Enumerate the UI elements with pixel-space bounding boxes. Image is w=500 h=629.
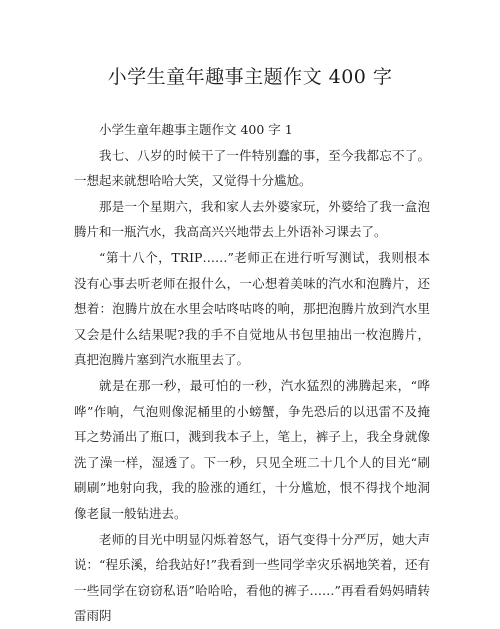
paragraph: 那是一个星期六，我和家人去外婆家玩，外婆给了我一盒泡腾片和一瓶汽水，我高高兴兴地带去上外语补习课去了。 bbox=[74, 198, 430, 240]
paragraph: “第十八个，TRIP……”老师正在进行听写测试，我则根本没有心事去听老师在报什么，一心想着美味的汽水和泡腾片，还想着：泡腾片放在水里会咕咚咕咚的响，那把泡腾片放到汽水里又会是什么结果呢?我的手不自觉地从书包里抽出一枚泡腾片，真把泡腾片塞到汽水瓶里去了。 bbox=[74, 249, 430, 368]
section-heading: 小学生童年趣事主题作文 400 字 1 bbox=[99, 122, 293, 137]
document-body bbox=[74, 117, 430, 629]
document-title: 小学生童年趣事主题作文 400 字 bbox=[107, 66, 393, 88]
paragraph: 就是在那一秒，最可怕的一秒，汽水猛烈的沸腾起来，“哗哗”作响，气泡则像泥桶里的小螃蟹，争先恐后的以迅雷不及掩耳之势涌出了瓶口，溅到我本子上，笔上，裤子上，我全身就像洗了澡一样，湿透了。下一秒，只见全班二十几个人的目光“刷刷刷”地射向我，我的脸涨的通红，十分尴尬，恨不得找个地洞像老鼠一般钻进去。 bbox=[74, 377, 430, 521]
paragraph: 老师的目光中明显闪烁着怒气，语气变得十分严厉，她大声说：“程乐溪，给我站好!”我看到一些同学幸灾乐祸地笑着，还有一些同学在窃窃私语”哈哈哈，看他的裤子……”再看看妈妈晴转雷雨阴 bbox=[74, 531, 430, 624]
paragraph: 我七、八岁的时候干了一件特别蠢的事，至今我都忘不了。一想起来就想哈哈大笑，又觉得十分尴尬。 bbox=[74, 147, 430, 189]
